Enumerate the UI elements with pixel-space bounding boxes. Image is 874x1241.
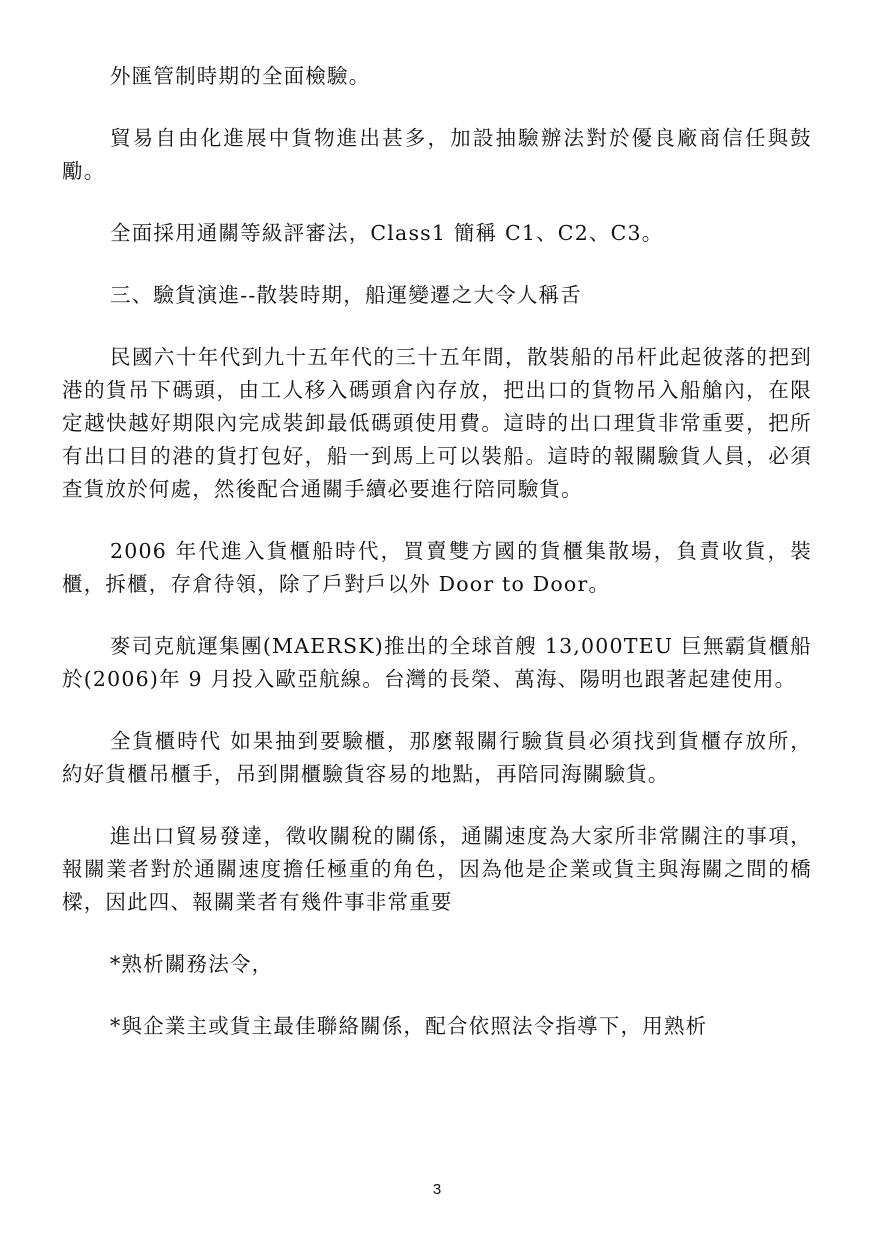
paragraph-9: 進出口貿易發達，徵收關稅的關係，通關速度為大家所非常關注的事項，報關業者對於通關速度擔任極重的角色，因為他是企業或貨主與海關之間的橋樑，因此四、報關業者有幾件事非常重要 bbox=[62, 824, 812, 914]
paragraph-6: 2006 年代進入貨櫃船時代，買賣雙方國的貨櫃集散場，負責收貨，裝櫃，拆櫃，存倉待領，除了戶對戶以外 Door to Door。 bbox=[62, 539, 812, 596]
paragraph-2: 貿易自由化進展中貨物進出甚多，加設抽驗辦法對於優良廠商信任與鼓勵。 bbox=[62, 126, 812, 183]
paragraph-1: 外匯管制時期的全面檢驗。 bbox=[110, 64, 371, 88]
paragraph-5: 民國六十年代到九十五年代的三十五年間，散裝船的吊杆此起彼落的把到港的貨吊下碼頭，由工人移入碼頭倉內存放，把出口的貨物吊入船艙內，在限定越快越好期限內完成裝卸最低碼頭使用費。這時的出口理貨非常重要，把所有出口目的港的貨打包好，船一到馬上可以裝船。這時的報關驗貨人員，必須查貨放於何處，然後配合通關手續必要進行陪同驗貨。 bbox=[62, 345, 812, 501]
bullet-item-2: *與企業主或貨主最佳聯絡關係，配合依照法令指導下，用熟析 bbox=[110, 1014, 708, 1038]
page-number: 3 bbox=[432, 1181, 442, 1198]
paragraph-8: 全貨櫃時代 如果抽到要驗櫃，那麼報關行驗貨員必須找到貨櫃存放所，約好貨櫃吊櫃手，吊到開櫃驗貨容易的地點，再陪同海關驗貨。 bbox=[62, 729, 812, 786]
paragraph-3: 全面採用通關等級評審法，Class1 簡稱 C1、C2、C3。 bbox=[110, 221, 664, 245]
section-heading: 三、驗貨演進--散裝時期，船運變遷之大令人稱舌 bbox=[110, 283, 582, 307]
bullet-item-1: *熟析關務法令， bbox=[110, 952, 274, 976]
paragraph-7: 麥司克航運集團(MAERSK)推出的全球首艘 13,000TEU 巨無霸貨櫃船於(2006)年 9 月投入歐亞航線。台灣的長榮、萬海、陽明也跟著起建使用。 bbox=[62, 634, 812, 691]
document-body bbox=[62, 60, 812, 1072]
